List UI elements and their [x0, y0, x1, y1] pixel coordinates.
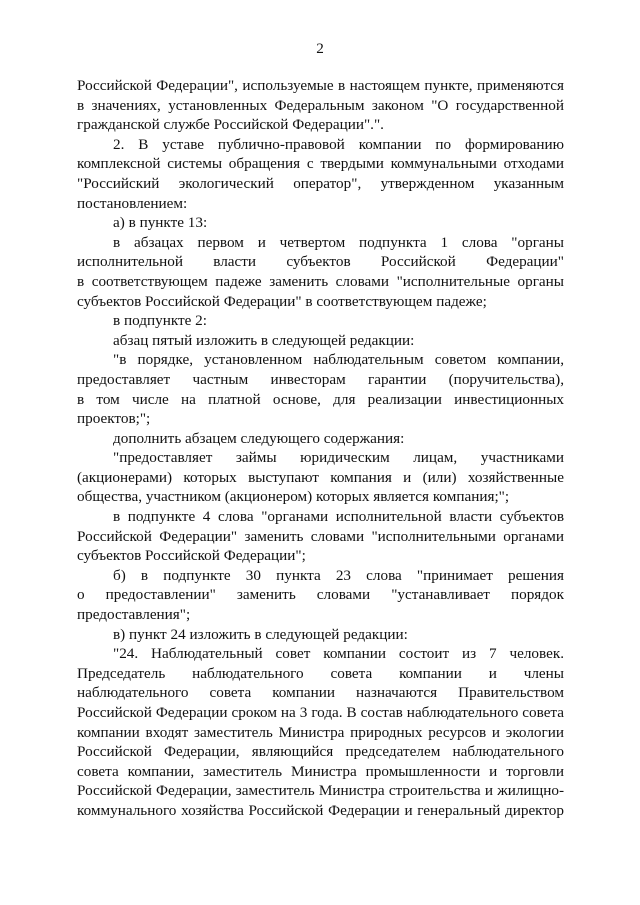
- text-line: постановлением:: [77, 194, 188, 212]
- text-line: компании входят заместитель Министра природных ресурсов и экологии: [77, 723, 564, 741]
- text-line: субъектов Российской Федерации";: [77, 547, 306, 565]
- text-line: Российской Федерации, являющийся председателем наблюдательного: [77, 743, 564, 761]
- page-number: 2: [316, 40, 324, 57]
- text-line: Председатель наблюдательного совета компании и члены: [77, 664, 564, 682]
- text-line: проектов;";: [77, 410, 151, 428]
- text-line: исполнительной власти субъектов Российской Федерации": [77, 253, 564, 271]
- text-line: "предоставляет займы юридическим лицам, участниками: [113, 449, 564, 467]
- text-line: Российской Федерации", используемые в настоящем пункте, применяются: [77, 77, 564, 94]
- text-line: общества, участником (акционером) которых является компания;";: [77, 488, 510, 506]
- text-line: комплексной системы обращения с твердыми коммунальными отходами: [77, 155, 564, 173]
- text-line: а) в пункте 13:: [113, 214, 208, 232]
- text-line: абзац пятый изложить в следующей редакции:: [113, 331, 415, 349]
- text-line: коммунального хозяйства Российской Федерации и генеральный директор: [77, 801, 564, 819]
- text-line: субъектов Российской Федерации" в соответствующем падеже;: [77, 292, 487, 310]
- text-line: Российской Федерации" заменить словами "исполнительными органами: [77, 527, 564, 545]
- text-line: "24. Наблюдательный совет компании состоит из 7 человек.: [113, 645, 564, 663]
- text-line: в том числе на платной основе, для реализации инвестиционных: [77, 390, 564, 408]
- text-line: (акционерами) которых выступают компания и (или) хозяйственные: [77, 468, 564, 486]
- text-line: Российской Федерации сроком на 3 года. В состав наблюдательного совета: [77, 704, 564, 721]
- text-line: "Российский экологический оператор", утвержденном указанным: [77, 174, 564, 192]
- text-line: совета компании, заместитель Министра промышленности и торговли: [77, 762, 564, 780]
- text-line: в соответствующем падеже заменить словами "исполнительные органы: [77, 272, 564, 290]
- text-line: предоставляет частным инвесторам гарантии (поручительства),: [77, 370, 564, 388]
- text-line: гражданской службе Российской Федерации".".: [77, 116, 384, 134]
- text-line: в абзацах первом и четвертом подпункта 1 слова "органы: [113, 233, 564, 251]
- text-line: "в порядке, установленном наблюдательным советом компании,: [113, 351, 564, 369]
- text-line: Российской Федерации, заместитель Министра строительства и жилищно-: [77, 782, 564, 800]
- text-line: в подпункте 4 слова "органами исполнительной власти субъектов: [113, 508, 564, 526]
- text-line: в) пункт 24 изложить в следующей редакции:: [113, 625, 408, 643]
- text-line: 2. В уставе публично-правовой компании по формированию: [113, 135, 564, 153]
- text-line: в подпункте 2:: [113, 312, 207, 330]
- document-body: [77, 76, 564, 821]
- text-line: дополнить абзацем следующего содержания:: [113, 429, 405, 447]
- text-line: наблюдательного совета компании назначаются Правительством: [77, 684, 564, 702]
- text-line: б) в подпункте 30 пункта 23 слова "принимает решения: [113, 566, 564, 584]
- text-line: предоставления";: [77, 606, 191, 624]
- text-line: в значениях, установленных Федеральным законом "О государственной: [77, 96, 564, 114]
- text-line: о предоставлении" заменить словами "устанавливает порядок: [77, 586, 564, 604]
